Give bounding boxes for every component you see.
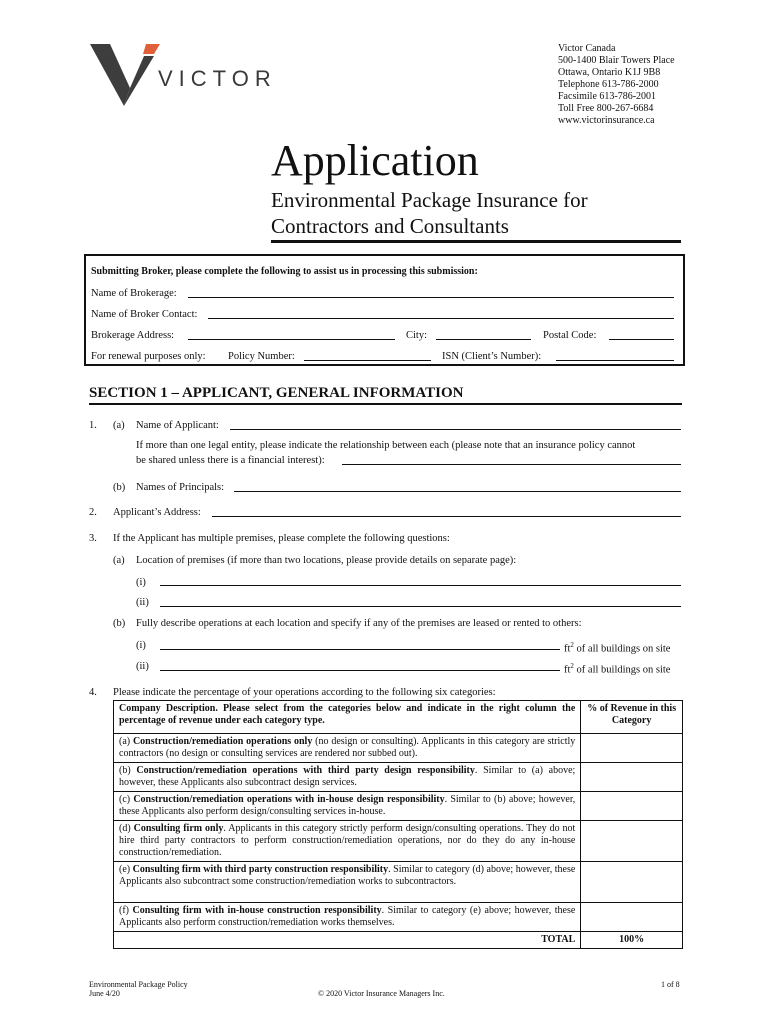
city-label: City:	[406, 330, 428, 341]
policy-number-label: Policy Number:	[228, 351, 295, 362]
category-e-description	[114, 862, 581, 903]
table-row	[114, 821, 683, 862]
q3b-ii-label: (ii)	[136, 661, 149, 672]
address-line: Facsimile 613-786-2001	[558, 91, 657, 102]
broker-heading: Submitting Broker, please complete the following to assist us in processing this submission:	[91, 266, 478, 277]
address-line: Toll Free 800-267-6684	[558, 103, 654, 114]
address-line: Ottawa, Ontario K1J 9B8	[558, 67, 661, 78]
renewal-label: For renewal purposes only:	[91, 351, 206, 362]
building-area-unit-1	[564, 639, 670, 656]
category-detail: . Applicants in this category strictly perform design/consulting operations. They do not hire third party contractors to perform construction/remediation operations, nor do they do any in-house construction/remediation.	[119, 823, 576, 858]
q4-number: 4.	[89, 687, 97, 698]
category-d-percentage-field[interactable]	[581, 821, 683, 862]
isn-field[interactable]	[556, 360, 674, 361]
table-row	[114, 862, 683, 903]
table-row	[114, 903, 683, 932]
footer-form-name: Environmental Package Policy	[89, 980, 188, 989]
q3-number: 3.	[89, 533, 97, 544]
address-line: 500-1400 Blair Towers Place	[558, 55, 675, 66]
category-name: Construction/remediation operations only	[132, 736, 313, 747]
category-name: Consulting firm with in-house construction responsibility	[132, 905, 382, 916]
category-name: Construction/remediation operations with third party design responsibility	[136, 765, 475, 776]
category-detail: . Similar to (a) above; however, these Applicants also subcontract design services.	[119, 765, 576, 788]
ft-suffix: of all buildings on site	[573, 643, 671, 655]
category-detail: . Similar to category (d) above; however, these Applicants also subcontract some construction/remediation works to subcontractors.	[119, 864, 576, 887]
isn-label: ISN (Client’s Number):	[442, 351, 542, 362]
category-detail: (no design or consulting). Applicants in this category are strictly contractors (no design or consulting services are rendered nor subbed out).	[119, 736, 576, 759]
q1b-label: (b)	[113, 482, 126, 493]
building-area-unit-2	[564, 660, 670, 677]
address-line: www.victorinsurance.ca	[558, 115, 655, 126]
title-rule	[271, 240, 681, 243]
city-field[interactable]	[436, 339, 531, 340]
ft-unit: ft	[564, 664, 571, 676]
category-e-percentage-field[interactable]	[581, 862, 683, 903]
total-value: 100%	[581, 932, 683, 949]
applicant-address-field[interactable]	[212, 516, 681, 517]
ft-unit: ft	[564, 643, 571, 655]
ft-exponent: 2	[570, 662, 574, 670]
section-1-title: SECTION 1 – APPLICANT, GENERAL INFORMATION	[89, 385, 464, 401]
page-subtitle-line-2: Contractors and Consultants	[271, 214, 509, 238]
category-d-description	[114, 821, 581, 862]
policy-number-field[interactable]	[304, 360, 431, 361]
page-title: Application	[271, 136, 479, 185]
total-label: TOTAL	[114, 932, 581, 949]
q2-number: 2.	[89, 507, 97, 518]
brokerage-address-label: Brokerage Address:	[91, 330, 175, 341]
operations-location-2-field[interactable]	[160, 670, 560, 671]
q1b-text: Names of Principals:	[136, 482, 225, 493]
brokerage-address-field[interactable]	[188, 339, 395, 340]
footer-copyright: © 2020 Victor Insurance Managers Inc.	[318, 989, 445, 998]
q3b-i-label: (i)	[136, 640, 146, 651]
premises-location-1-field[interactable]	[160, 585, 681, 586]
table-header-percentage: % of Revenue in this Category	[581, 701, 683, 734]
q3a-label: (a)	[113, 555, 125, 566]
q3a-text: Location of premises (if more than two locations, please provide details on separate page):	[136, 555, 517, 566]
q1a-label: (a)	[113, 420, 125, 431]
principals-names-field[interactable]	[234, 491, 681, 492]
table-total-row	[114, 932, 683, 949]
category-name: Consulting firm with third party construction responsibility	[132, 864, 389, 875]
brokerage-name-field[interactable]	[188, 297, 674, 298]
table-row	[114, 763, 683, 792]
address-line: Victor Canada	[558, 43, 616, 54]
victor-logo	[88, 40, 277, 110]
q4-text: Please indicate the percentage of your operations according to the following six categories:	[113, 687, 496, 698]
postal-code-label: Postal Code:	[543, 330, 597, 341]
table-row	[114, 792, 683, 821]
q1a-text: Name of Applicant:	[136, 420, 219, 431]
footer-form-date: June 4/20	[89, 989, 120, 998]
category-letter: (d)	[119, 823, 131, 834]
q1-note-line-2: be shared unless there is a financial interest):	[136, 455, 325, 466]
category-detail: . Similar to (b) above; however, these Applicants also perform design/consulting services in-house.	[119, 794, 576, 817]
brokerage-name-label: Name of Brokerage:	[91, 288, 177, 299]
ft-exponent: 2	[570, 641, 574, 649]
q3a-i-label: (i)	[136, 577, 146, 588]
category-b-description	[114, 763, 581, 792]
victor-v-icon	[88, 40, 160, 108]
broker-contact-label: Name of Broker Contact:	[91, 309, 198, 320]
category-letter: (a)	[119, 736, 131, 747]
operations-location-1-field[interactable]	[160, 649, 560, 650]
category-a-description	[114, 734, 581, 763]
revenue-category-table	[113, 700, 683, 949]
table-row	[114, 734, 683, 763]
category-a-percentage-field[interactable]	[581, 734, 683, 763]
category-letter: (c)	[119, 794, 131, 805]
category-name: Construction/remediation operations with in-house design responsibility	[133, 794, 445, 805]
applicant-name-field[interactable]	[230, 429, 681, 430]
category-letter: (b)	[119, 765, 131, 776]
category-detail: . Similar to category (e) above; however, these Applicants also perform construction/remediation works themselves.	[119, 905, 576, 928]
q3-text: If the Applicant has multiple premises, please complete the following questions:	[113, 533, 450, 544]
category-letter: (e)	[119, 864, 131, 875]
ft-suffix: of all buildings on site	[573, 664, 671, 676]
table-header-row	[114, 701, 683, 734]
category-letter: (f)	[119, 905, 129, 916]
page-subtitle-line-1: Environmental Package Insurance for	[271, 188, 588, 212]
table-header-description: Company Description. Please select from the categories below and indicate in the right column the percentage of revenue under each category type.	[114, 701, 581, 734]
section-1-rule	[89, 403, 682, 405]
postal-code-field[interactable]	[609, 339, 674, 340]
premises-location-2-field[interactable]	[160, 606, 681, 607]
category-name: Consulting firm only	[133, 823, 224, 834]
category-b-percentage-field[interactable]	[581, 763, 683, 792]
category-f-percentage-field[interactable]	[581, 903, 683, 932]
legal-entity-relationship-field[interactable]	[342, 464, 681, 465]
category-c-description	[114, 792, 581, 821]
address-line: Telephone 613-786-2000	[558, 79, 659, 90]
category-f-description	[114, 903, 581, 932]
footer-page-number: 1 of 8	[661, 980, 680, 989]
q2-text: Applicant’s Address:	[113, 507, 201, 518]
broker-contact-field[interactable]	[208, 318, 674, 319]
q1-number: 1.	[89, 420, 97, 431]
q3a-ii-label: (ii)	[136, 597, 149, 608]
logo-wordmark: VICTOR	[158, 66, 277, 91]
company-address	[558, 43, 738, 127]
category-c-percentage-field[interactable]	[581, 792, 683, 821]
q3b-label: (b)	[113, 618, 126, 629]
q3b-text: Fully describe operations at each location and specify if any of the premises are leased or rented to others:	[136, 618, 582, 629]
q1-note-line-1: If more than one legal entity, please indicate the relationship between each (please note that an insurance policy cannot	[136, 440, 636, 451]
